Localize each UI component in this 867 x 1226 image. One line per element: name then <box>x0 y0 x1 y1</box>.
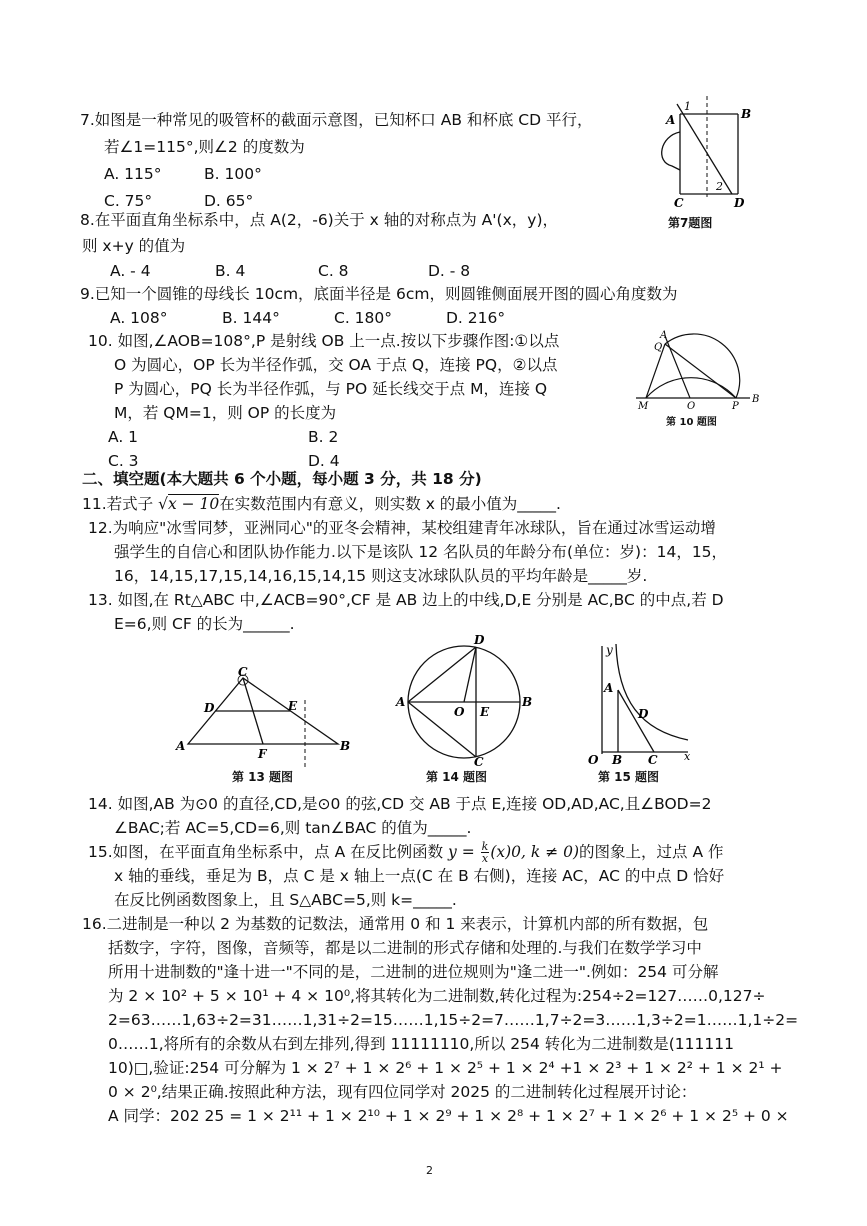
q14-fig-label-d: D <box>474 633 485 647</box>
q10-fig-label-q: Q <box>654 342 663 353</box>
q15-fig-label-a: A <box>604 681 614 695</box>
q10-fig-arc-q <box>665 334 740 398</box>
q15-fig-label-y: y <box>606 643 613 657</box>
q16-line9: A 同学：202 25 = 1 × 2¹¹ + 1 × 2¹⁰ + 1 × 2⁹ + 1 × 2⁸ + 1 × 2⁷ + 1 × 2⁶ + 1 × 2⁵ + 0 × <box>108 1107 789 1125</box>
q9-option-a: A. 108° <box>110 309 168 327</box>
q15-text-post: 的图象上，过点 A 作 <box>579 843 724 861</box>
q15-fig-curve <box>616 644 688 740</box>
q10-line4: M，若 QM=1，则 OP 的长度为 <box>114 404 337 422</box>
q7-option-d: D. 65° <box>204 192 254 210</box>
q7-fig-label-1: 1 <box>684 100 691 113</box>
q14-figure-caption: 第 14 题图 <box>426 770 488 784</box>
q7-fig-label-a: A <box>666 113 676 127</box>
q12-line3: 16，14,15,17,15,14,16,15,14,15 则这支冰球队队员的平均年龄是_____岁. <box>114 567 648 585</box>
q7-fig-label-c: C <box>674 196 684 210</box>
q10-fig-seg-pq <box>665 344 736 398</box>
q13-fig-label-f: F <box>258 747 267 761</box>
q12-line1: 12.为响应"冰雪同梦，亚洲同心"的亚冬会精神，某校组建青年冰球队，旨在通过冰雪运动增 <box>88 519 716 537</box>
q10-fig-label-b: B <box>752 394 760 405</box>
q14-fig-label-b: B <box>522 695 533 709</box>
page-number: 2 <box>426 1164 433 1177</box>
q10-fig-label-p: P <box>732 401 739 412</box>
q10-fig-label-m: M <box>638 401 649 412</box>
section2-heading: 二、填空题(本大题共 6 个小题，每小题 3 分，共 18 分) <box>82 470 482 488</box>
q15-fraction <box>481 841 490 864</box>
q15-fig-label-b: B <box>612 753 623 767</box>
q10-figure <box>632 330 764 414</box>
q11-line1 <box>82 494 561 514</box>
q10-fig-label-a: A <box>660 330 668 341</box>
q13-fig-label-b: B <box>340 739 351 753</box>
q10-fig-label-o: O <box>687 401 696 412</box>
q15-fig-label-d: D <box>638 707 649 721</box>
q11-text-post: 在实数范围内有意义，则实数 x 的最小值为_____. <box>219 495 561 513</box>
q11-sqrt-sign: √ <box>158 495 168 513</box>
q9-option-d: D. 216° <box>446 309 506 327</box>
q7-fig-label-2: 2 <box>716 180 723 193</box>
q16-line8: 0 × 2⁰,结果正确.按照此种方法，现有四位同学对 2025 的二进制转化过程展开讨论： <box>108 1083 697 1101</box>
q14-figure <box>394 633 534 769</box>
q7-fig-label-d: D <box>734 196 745 210</box>
q15-fig-label-o: O <box>588 753 599 767</box>
q13-fig-label-c: C <box>238 665 248 679</box>
q10-option-c: C. 3 <box>108 452 139 470</box>
q15-fraction-numerator: k <box>481 840 489 853</box>
q8-option-b: B. 4 <box>215 262 246 280</box>
q16-line2: 括数字，字符，图像，音频等，都是以二进制的形式存储和处理的.与我们在数学学习中 <box>108 939 702 957</box>
q9-option-b: B. 144° <box>222 309 280 327</box>
q10-figure-caption: 第 10 题图 <box>666 417 717 428</box>
q16-line7: 10)□,验证:254 可分解为 1 × 2⁷ + 1 × 2⁶ + 1 × 2⁵ + 1 × 2⁴ +1 × 2³ + 1 × 2² + 1 × 2¹ + <box>108 1059 783 1077</box>
q15-line3: 在反比例函数图象上，且 S△ABC=5,则 k=_____. <box>114 891 457 909</box>
q14-fig-seg-ac <box>408 702 476 757</box>
q10-option-a: A. 1 <box>108 428 139 446</box>
q10-fig-ray-oa <box>665 336 690 398</box>
q14-line2: ∠BAC;若 AC=5,CD=6,则 tan∠BAC 的值为_____. <box>114 819 472 837</box>
q15-fig-label-c: C <box>648 753 658 767</box>
q7-figure <box>650 92 750 210</box>
q14-fig-label-o: O <box>454 705 465 719</box>
q15-formula-y: y = <box>448 843 480 861</box>
q14-fig-label-c: C <box>474 755 484 769</box>
q13-figure <box>174 664 354 768</box>
q15-text-pre: 15.如图，在平面直角坐标系中，点 A 在反比例函数 <box>88 843 449 861</box>
q8-option-a: A. - 4 <box>110 262 151 280</box>
q7-line2: 若∠1=115°,则∠2 的度数为 <box>104 138 305 156</box>
q7-fig-label-b: B <box>741 107 752 121</box>
q7-fig-straw <box>677 104 732 194</box>
q10-line2: O 为圆心，OP 长为半径作弧，交 OA 于点 Q，连接 PQ，②以点 <box>114 356 558 374</box>
q8-option-d: D. - 8 <box>428 262 471 280</box>
q16-line6: 0……1,将所有的余数从右到左排列,得到 11111110,所以 254 转化为二进制数是(111111 <box>108 1035 734 1053</box>
q15-line2: x 轴的垂线，垂足为 B，点 C 是 x 轴上一点(C 在 B 右侧)，连接 AC，AC 的中点 D 恰好 <box>114 867 725 885</box>
q15-figure-caption: 第 15 题图 <box>598 770 660 784</box>
q15-line1 <box>88 841 724 864</box>
q13-figure-caption: 第 13 题图 <box>232 770 294 784</box>
q10-option-b: B. 2 <box>308 428 339 446</box>
q15-figure <box>580 640 698 766</box>
q10-option-d: D. 4 <box>308 452 340 470</box>
q10-line3: P 为圆心，PQ 长为半径作弧，与 PO 延长线交于点 M，连接 Q <box>114 380 548 398</box>
q14-line1: 14. 如图,AB 为⊙0 的直径,CD,是⊙0 的弦,CD 交 AB 于点 E,连接 OD,AD,AC,且∠BOD=2 <box>88 795 712 813</box>
q13-line2: E=6,则 CF 的长为______. <box>114 615 295 633</box>
q13-line1: 13. 如图,在 Rt△ABC 中,∠ACB=90°,CF 是 AB 边上的中线,D,E 分别是 AC,BC 的中点,若 D <box>88 591 724 609</box>
q16-line3: 所用十进制数的"逢十进一"不同的是，二进制的进位规则为"逢二进一".例如：254 可分解 <box>108 963 719 981</box>
q13-fig-label-a: A <box>176 739 186 753</box>
q10-line1: 10. 如图,∠AOB=108°,P 是射线 OB 上一点.按以下步骤作图:①以点 <box>88 332 560 350</box>
q16-line1: 16.二进制是一种以 2 为基数的记数法，通常用 0 和 1 来表示，计算机内部的所有数据，包 <box>82 915 709 933</box>
q16-line4: 为 2 × 10² + 5 × 10¹ + 4 × 10⁰,将其转化为二进制数,转化过程为:254÷2=127……0,127÷ <box>108 987 766 1005</box>
q9-option-c: C. 180° <box>334 309 393 327</box>
q8-option-c: C. 8 <box>318 262 349 280</box>
q8-line2: 则 x+y 的值为 <box>82 237 186 255</box>
q15-fig-seg-ac <box>618 690 654 752</box>
q7-figure-caption: 第7题图 <box>668 216 713 230</box>
q16-line5: 2=63……1,63÷2=31……1,31÷2=15……1,15÷2=7……1,7÷2=3……1,3÷2=1……1,1÷2= <box>108 1011 799 1029</box>
q13-fig-label-e: E <box>288 699 298 713</box>
q15-formula-cond: (x)0, k ≠ 0) <box>490 843 580 861</box>
q7-option-b: B. 100° <box>204 165 262 183</box>
q11-sqrt-arg: x − 10 <box>167 495 220 513</box>
q11-text-pre: 11.若式子 <box>82 495 159 513</box>
q12-line2: 强学生的自信心和团队协作能力.以下是该队 12 名队员的年龄分布(单位：岁)：14，15， <box>114 543 728 561</box>
q7-fig-handle <box>662 132 680 170</box>
q14-fig-label-a: A <box>396 695 406 709</box>
q15-fig-label-x: x <box>684 750 691 763</box>
q15-fraction-denominator: x <box>481 852 489 865</box>
q7-option-a: A. 115° <box>104 165 162 183</box>
q8-line1: 8.在平面直角坐标系中，点 A(2，-6)关于 x 轴的对称点为 A'(x，y)， <box>80 211 558 229</box>
q9-line1: 9.已知一个圆锥的母线长 10cm，底面半径是 6cm，则圆锥侧面展开图的圆心角度数为 <box>80 285 678 303</box>
q13-fig-label-d: D <box>204 701 215 715</box>
q14-fig-label-e: E <box>480 705 490 719</box>
q7-line1: 7.如图是一种常见的吸管杯的截面示意图，已知杯口 AB 和杯底 CD 平行， <box>80 111 593 129</box>
q7-option-c: C. 75° <box>104 192 153 210</box>
